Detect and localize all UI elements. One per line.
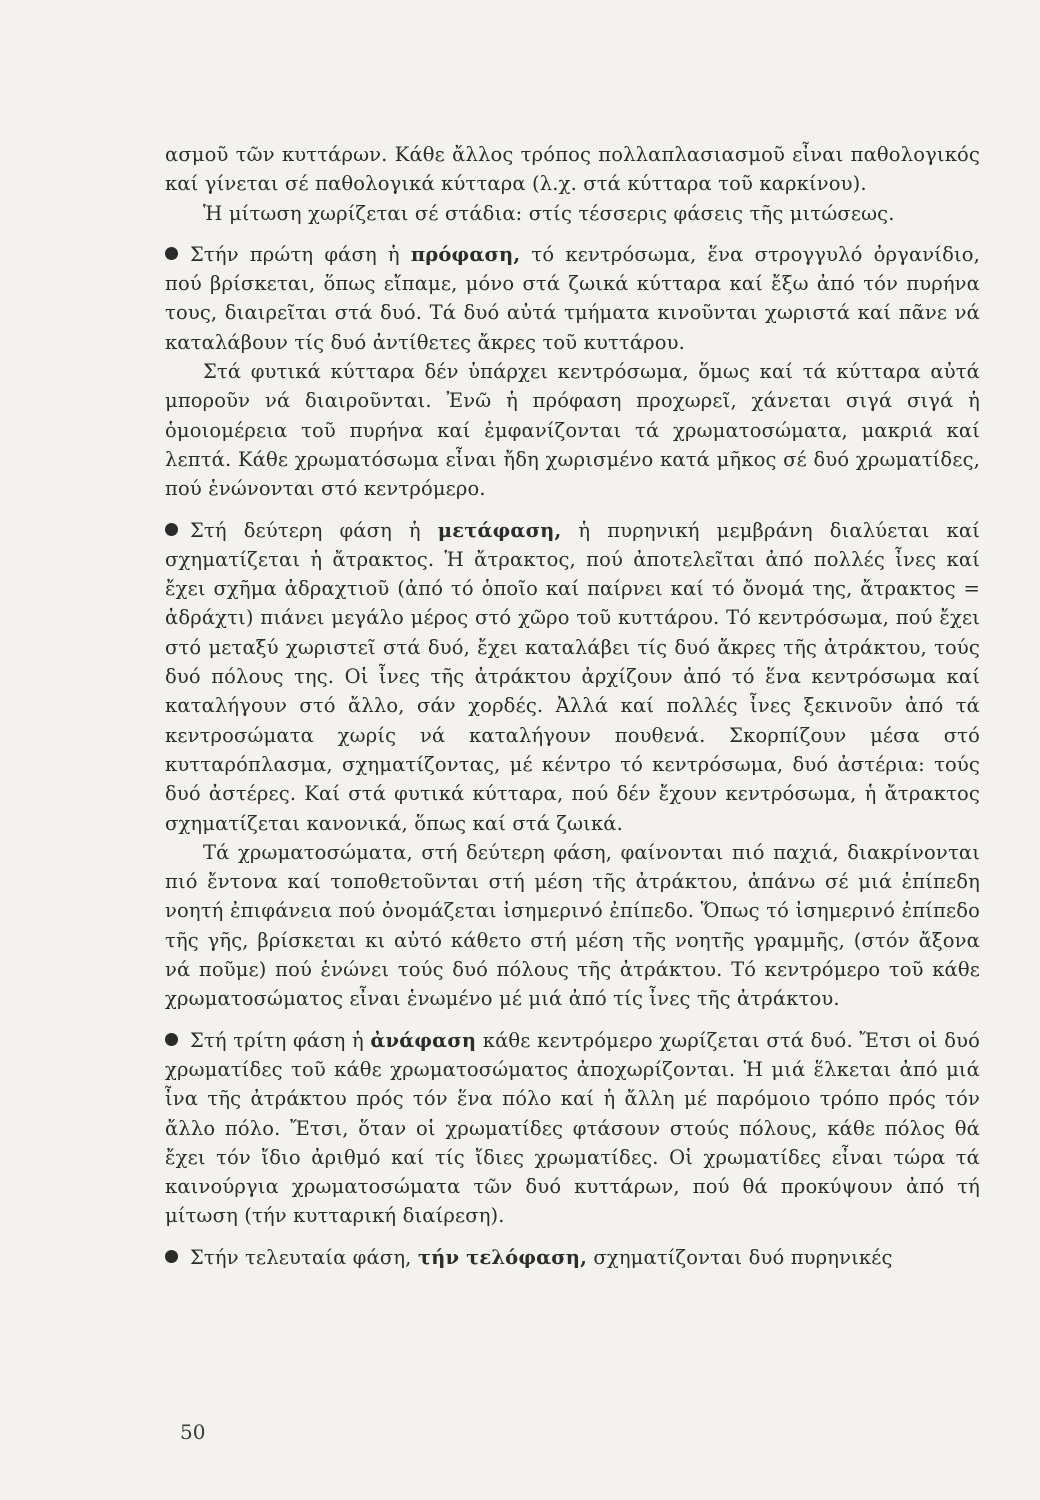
paragraph-text: τό κεντρόσωμα, ἕνα στρογγυλό ὀργανίδιο, πού βρίσκεται, ὅπως εἴπαμε, μόνο στά ζωικά κύτταρα καί ἔξω ἀπό τόν πυρήνα τους, διαιρεῖται στά δυό. Τά δυό αὐτά τμήματα κινοῦνται χωριστά καί πᾶνε νά καταλάβουν τίς δυό ἀντίθετες ἄκρες τοῦ κυττάρου. — [165, 242, 980, 354]
term-telophase: τήν τελόφαση, — [417, 1245, 588, 1269]
paragraph-continuation — [165, 140, 980, 199]
paragraph-text: Τά χρωματοσώματα, στή δεύτερη φάση, φαίνονται πιό παχιά, διακρίνονται πιό ἔντονα καί τοποθετοῦνται στή μέση τῆς ἀτράκτου, ἀπάνω σέ μιά ἐπίπεδη νοητή ἐπιφάνεια πού ὀνομάζεται ἰσημερινό ἐπίπεδο. Ὅπως τό ἰσημερινό ἐπίπεδο τῆς γῆς, βρίσκεται κι αὐτό κάθετο στή μέση τῆς νοητῆς γραμμῆς, (στόν ἄξονα νά ποῦμε) πού ἑνώνει τούς δυό πόλους τῆς ἀτράκτου. Τό κεντρόμερο τοῦ κάθε χρωματοσώματος εἶναι ἑνωμένο μέ μιά ἀπό τίς ἶνες τῆς ἀτράκτου. — [165, 840, 980, 1011]
bullet-icon — [165, 247, 178, 260]
paragraph-text: Στά φυτικά κύτταρα δέν ὑπάρχει κεντρόσωμα, ὅμως καί τά κύτταρα αὐτά μποροῦν νά διαιροῦνται. Ἐνῶ ἡ πρόφαση προχωρεῖ, χάνεται σιγά σιγά ἡ ὁμοιομέρεια τοῦ πυρήνα καί ἐμφανίζονται τά χρωματοσώματα, μακριά καί λεπτά. Κάθε χρωματόσωμα εἶναι ἤδη χωρισμένο κατά μῆκος σέ δυό χρωματίδες, πού ἑνώνονται στό κεντρόμερο. — [165, 360, 980, 501]
paragraph-text: Στήν πρώτη φάση ἡ — [190, 242, 411, 266]
paragraph-telophase — [165, 1243, 980, 1272]
term-anaphase: ἀνάφαση — [370, 1028, 477, 1052]
paragraph-text: σχηματίζονται δυό πυρηνικές — [587, 1245, 893, 1269]
paragraph-text: Στήν τελευταία φάση, — [190, 1245, 418, 1269]
paragraph-mitosis-stages — [165, 199, 980, 228]
paragraph-prophase — [165, 240, 980, 357]
paragraph-text: Ἡ μίτωση χωρίζεται σέ στάδια: στίς τέσσερις φάσεις τῆς μιτώσεως. — [203, 201, 895, 225]
bullet-icon — [165, 1250, 178, 1263]
term-metaphase: μετάφαση, — [437, 518, 562, 542]
paragraph-text: Στή δεύτερη φάση ἡ — [190, 518, 438, 542]
paragraph-chromosomes — [165, 838, 980, 1014]
bullet-icon — [165, 523, 178, 536]
page-number: 50 — [180, 1420, 206, 1444]
paragraph-text: ἡ πυρηνική μεμβράνη διαλύεται καί σχηματίζεται ἡ ἄτρακτος. Ἡ ἄτρακτος, πού ἀποτελεῖται ἀπό πολλές ἶνες καί ἔχει σχῆμα ἀδραχτιοῦ (ἀπό τό ὁποῖο καί παίρνει καί τό ὄνομά της, ἄτρακτος = ἀδράχτι) πιάνει μεγάλο μέρος στό χῶρο τοῦ κυττάρου. Τό κεντρόσωμα, πού ἔχει στό μεταξύ χωριστεῖ στά δυό, ἔχει καταλάβει τίς δυό ἄκρες τῆς ἀτράκτου, τούς δυό πόλους της. Οἱ ἶνες τῆς ἀτράκτου ἀρχίζουν ἀπό τό ἕνα κεντρόσωμα καί καταλήγουν στό ἄλλο, σάν χορδές. Ἀλλά καί πολλές ἶνες ξεκινοῦν ἀπό τά κεντροσώματα χωρίς νά καταλήγουν πουθενά. Σκορπίζουν μέσα στό κυτταρόπλασμα, σχηματίζοντας, μέ κέντρο τό κεντρόσωμα, δυό ἀστέρια: τούς δυό ἀστέρες. Καί στά φυτικά κύτταρα, πού δέν ἔχουν κεντρόσωμα, ἡ ἄτρακτος σχηματίζεται κανονικά, ὅπως καί στά ζωικά. — [165, 518, 981, 835]
paragraph-text: ασμοῦ τῶν κυττάρων. Κάθε ἄλλος τρόπος πολλαπλασιασμοῦ εἶναι παθολογικός καί γίνεται σέ παθολογικά κύτταρα (λ.χ. στά κύτταρα τοῦ καρκίνου). — [165, 143, 980, 196]
paragraph-metaphase — [165, 516, 980, 838]
term-prophase: πρόφαση, — [410, 242, 521, 266]
paragraph-text: κάθε κεντρόμερο χωρίζεται στά δυό. Ἔτσι οἱ δυό χρωματίδες τοῦ κάθε χρωματοσώματος ἀποχωρίζονται. Ἡ μιά ἕλκεται ἀπό μιά ἶνα τῆς ἀτράκτου πρός τόν ἕνα πόλο καί ἡ ἄλλη μέ παρόμοιο τρόπο πρός τόν ἄλλο πόλο. Ἔτσι, ὅταν οἱ χρωματίδες φτάσουν στούς πόλους, κάθε πόλος θά ἔχει τόν ἴδιο ἀριθμό καί τίς ἴδιες χρωματίδες. Οἱ χρωματίδες εἶναι τώρα τά καινούργια χρωματοσώματα τῶν δυό κυττάρων, πού θά προκύψουν ἀπό τή μίτωση (τήν κυτταρική διαίρεση). — [165, 1028, 980, 1228]
paragraph-anaphase — [165, 1026, 980, 1231]
body-text — [165, 140, 980, 1272]
paragraph-plant-cells — [165, 357, 980, 503]
paragraph-text: Στή τρίτη φάση ἡ — [190, 1028, 371, 1052]
bullet-icon — [165, 1033, 178, 1046]
